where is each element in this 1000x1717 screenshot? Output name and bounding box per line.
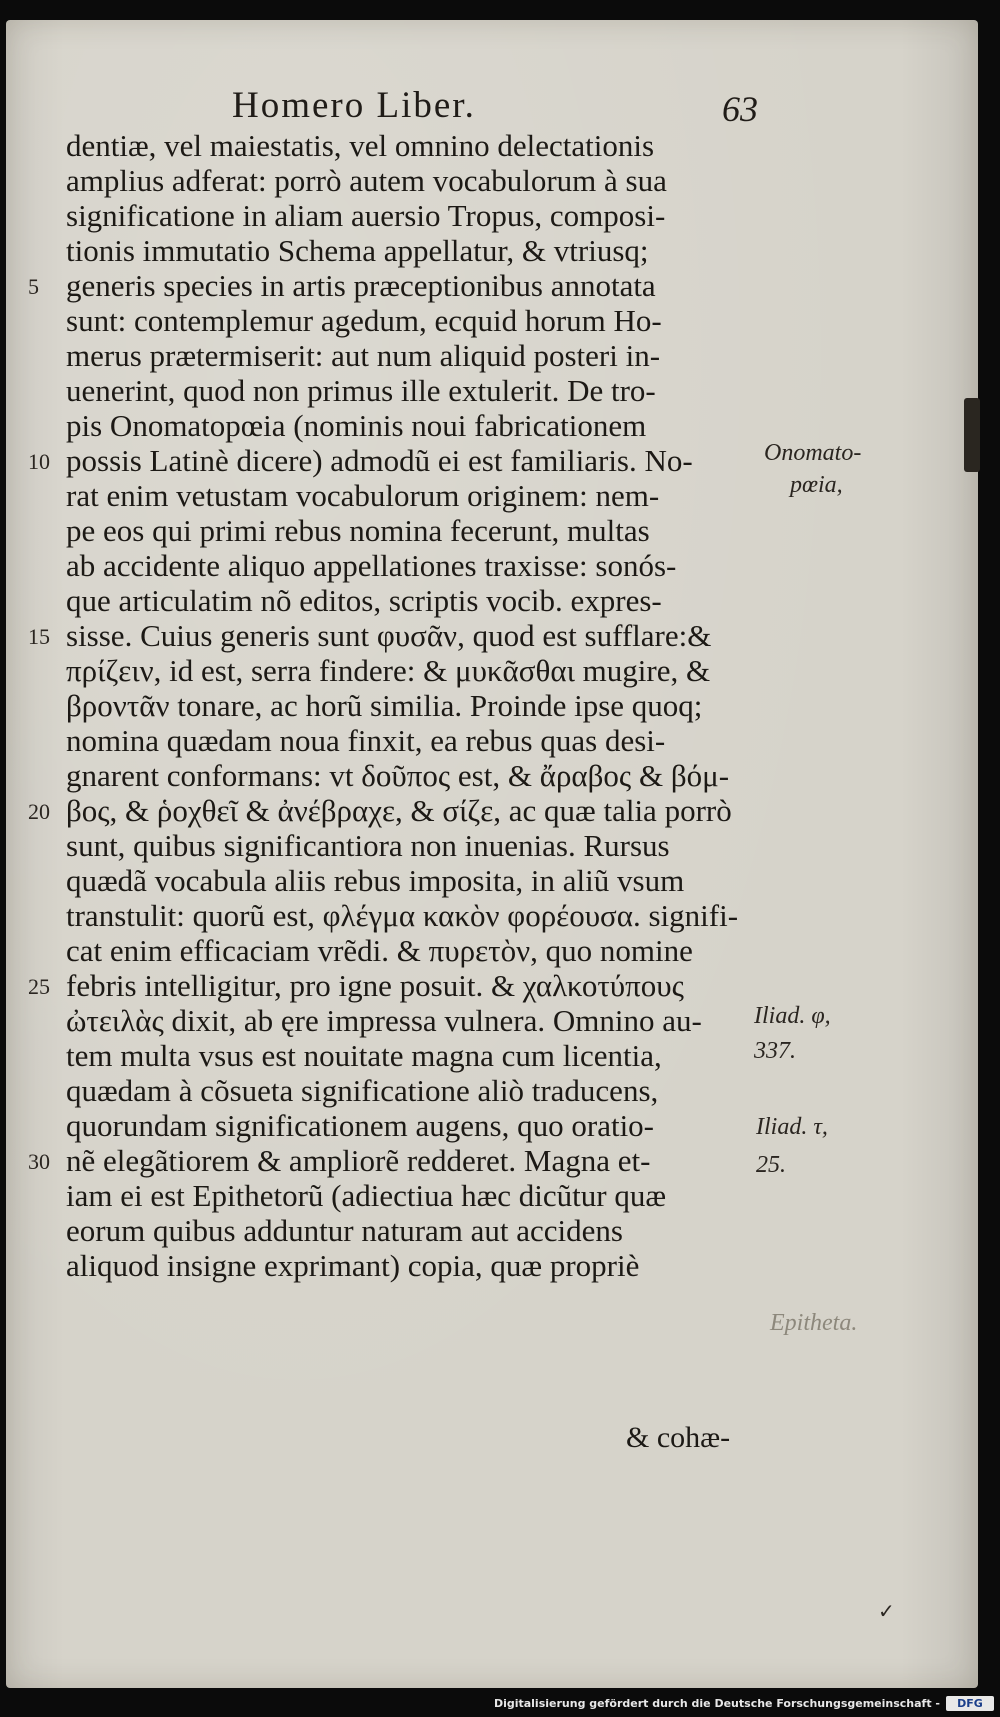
text-line: amplius adferat: porrò autem vocabulorum à sua xyxy=(66,163,667,198)
text-line: febris intelligitur, pro igne posuit. & χαλκοτύπους xyxy=(66,968,684,1003)
text-line: nomina quædam noua finxit, ea rebus quas desi- xyxy=(66,723,666,758)
text-line: rat enim vetustam vocabulorum originem: nem- xyxy=(66,478,660,513)
page-tab-marker xyxy=(964,398,980,472)
text-line: sunt, quibus significantiora non inuenias. Rursus xyxy=(66,828,670,863)
margin-note-onomatopoeia: pœia, xyxy=(790,472,843,498)
margin-note-iliad: 25. xyxy=(756,1152,786,1178)
text-line: tem multa vsus est nouitate magna cum licentia, xyxy=(66,1038,662,1073)
text-line: gnarent conformans: vt δοῦπος est, & ἄραβος & βόμ- xyxy=(66,758,730,793)
line-number: 25 xyxy=(28,974,50,999)
text-line: ab accidente aliquo appellationes traxisse: sonós- xyxy=(66,548,677,583)
dfg-logo-icon: DFG xyxy=(946,1696,994,1711)
line-number: 5 xyxy=(28,274,39,299)
text-line: que articulatim nõ editos, scriptis vocib. expres- xyxy=(66,583,662,618)
margin-note-iliad: Iliad. φ, xyxy=(754,1003,831,1029)
text-line: iam ei est Epithetorũ (adiectiua hæc dicũtur quæ xyxy=(66,1178,667,1213)
text-line: sisse. Cuius generis sunt φυσᾶν, quod est sufflare:& xyxy=(66,618,712,653)
text-line: πρίζειν, id est, serra findere: & μυκᾶσθαι mugire, & xyxy=(66,653,711,688)
text-line: possis Latinè dicere) admodũ ei est familiaris. No- xyxy=(66,443,693,478)
running-head: Homero Liber. xyxy=(232,85,476,126)
text-line: merus prætermiserit: aut num aliquid posteri in- xyxy=(66,338,661,373)
text-line: significatione in aliam auersio Tropus, composi- xyxy=(66,198,666,233)
text-line: pe eos qui primi rebus nomina fecerunt, multas xyxy=(66,513,650,548)
text-line: eorum quibus adduntur naturam aut accidens xyxy=(66,1213,623,1248)
line-number: 20 xyxy=(28,799,50,824)
margin-note-epitheta: Epitheta. xyxy=(770,1310,858,1336)
margin-note-iliad: Iliad. τ, xyxy=(756,1114,828,1140)
margin-note-onomatopoeia: Onomato- xyxy=(764,440,862,466)
text-line: transtulit: quorũ est, φλέγμα κακὸν φορέουσα. signifi- xyxy=(66,898,739,933)
text-line: nẽ elegãtiorem & ampliorẽ redderet. Magna et- xyxy=(66,1143,651,1178)
text-line: quorundam significationem augens, quo oratio- xyxy=(66,1108,655,1143)
text-line: uenerint, quod non primus ille extulerit. De tro- xyxy=(66,373,656,408)
check-mark-icon: ✓ xyxy=(878,1601,895,1623)
text-line: quædã vocabula aliis rebus imposita, in aliũ vsum xyxy=(66,863,685,898)
line-number: 15 xyxy=(28,624,50,649)
text-line: aliquod insigne exprimant) copia, quæ propriè xyxy=(66,1248,640,1283)
digitization-credit: Digitalisierung gefördert durch die Deutsche Forschungsgemeinschaft - xyxy=(493,1697,940,1710)
text-line: quædam à cõsueta significatione aliò traducens, xyxy=(66,1073,659,1108)
text-line: dentiæ, vel maiestatis, vel omnino delectationis xyxy=(66,128,655,163)
line-number: 30 xyxy=(28,1149,50,1174)
text-line: ὠτειλὰς dixit, ab ęre impressa vulnera. Omnino au- xyxy=(66,1003,702,1038)
text-line: generis species in artis præceptionibus annotata xyxy=(66,268,656,303)
page-number: 63 xyxy=(722,89,758,129)
line-number: 10 xyxy=(28,449,50,474)
text-line: tionis immutatio Schema appellatur, & vtriusq; xyxy=(66,233,649,268)
text-line: cat enim efficaciam vrẽdi. & πυρετὸν, quo nomine xyxy=(66,933,693,968)
catchword: & cohæ- xyxy=(626,1421,731,1454)
text-line: βος, & ῥοχθεῖ & ἀνέβραχε, & σίζε, ac quæ talia porrò xyxy=(66,793,732,828)
text-line: βροντᾶν tonare, ac horũ similia. Proinde ipse quoq; xyxy=(66,688,703,723)
margin-note-iliad: 337. xyxy=(754,1038,796,1064)
text-line: sunt: contemplemur agedum, ecquid horum Ho- xyxy=(66,303,662,338)
text-line: pis Onomatopœia (nominis noui fabricationem xyxy=(66,408,647,443)
